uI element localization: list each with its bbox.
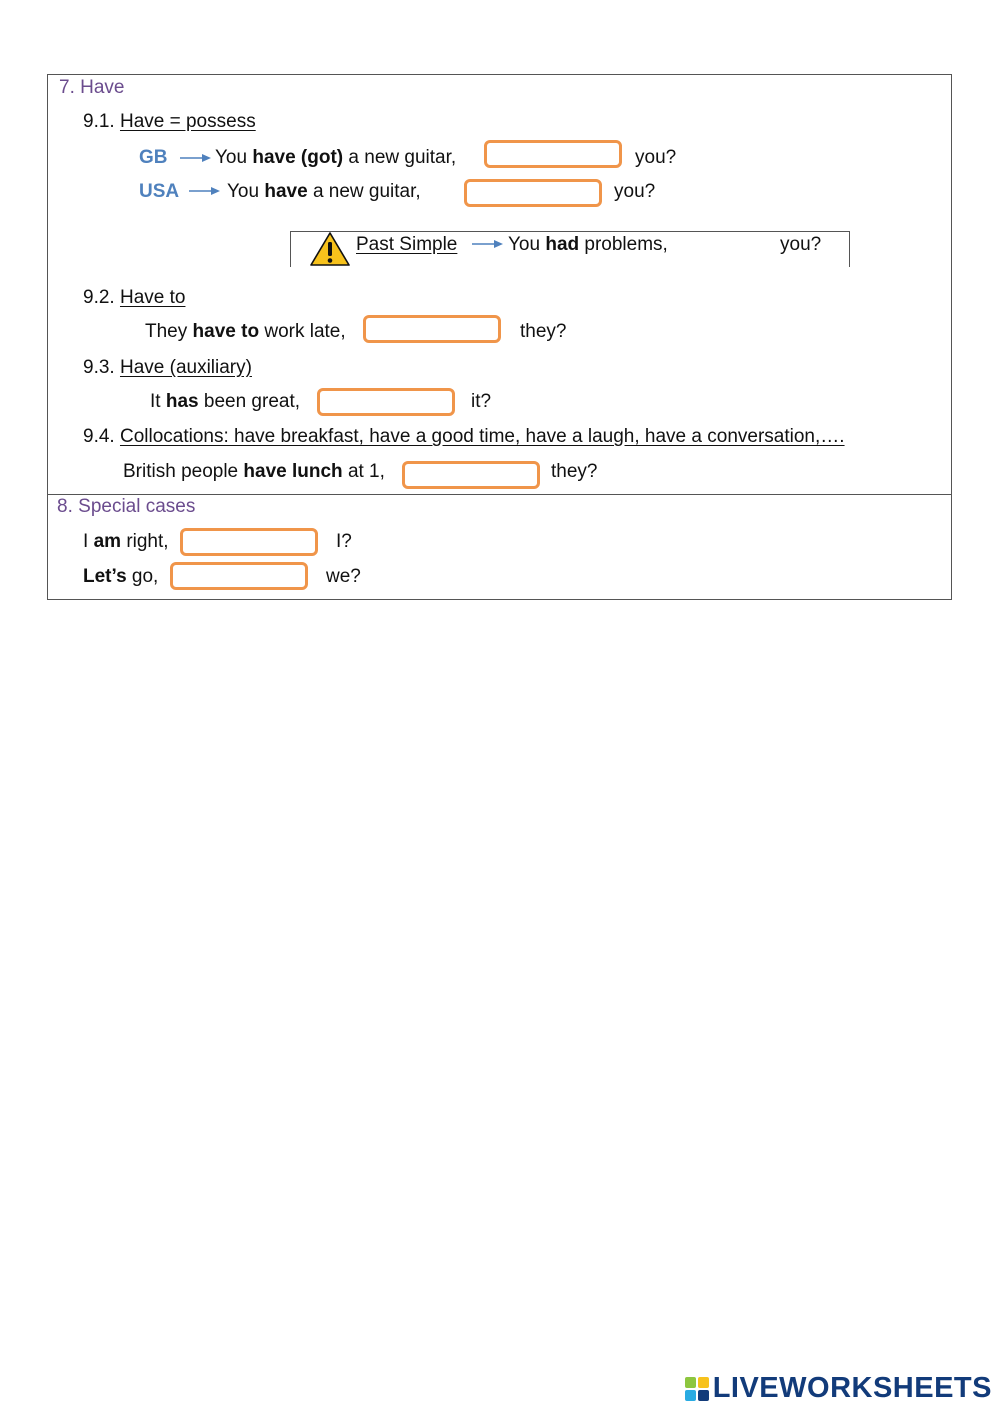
usa-end: you? — [614, 181, 656, 202]
gb-post: a new guitar, — [348, 147, 457, 168]
special-1-pre: I — [83, 531, 89, 552]
special-1-bold: am — [93, 531, 122, 552]
past-simple-label: Past Simple — [356, 234, 458, 255]
usa-tag: USA — [139, 181, 180, 202]
gb-pre: You — [215, 147, 248, 168]
section-8-title: Special cases — [78, 496, 196, 517]
past-end: you? — [780, 234, 822, 255]
subsection-9-4-heading — [83, 426, 845, 448]
special-case-2-answer-input[interactable] — [170, 562, 308, 590]
gb-end: you? — [635, 147, 677, 168]
arrow-right-icon — [472, 238, 504, 250]
have-to-bold: have to — [192, 321, 260, 342]
past-post: problems, — [584, 234, 668, 255]
subsection-9-1-number: 9.1. — [83, 111, 115, 132]
logo-mark-icon — [685, 1377, 709, 1401]
special-case-1-sentence — [83, 531, 169, 553]
auxiliary-answer-input[interactable] — [317, 388, 455, 416]
special-2-bold: Let’s — [83, 566, 127, 587]
collocation-post: at 1, — [347, 461, 385, 482]
special-1-post: right, — [126, 531, 169, 552]
have-to-pre: They — [145, 321, 188, 342]
have-to-answer-input[interactable] — [363, 315, 501, 343]
gb-bold: have (got) — [252, 147, 344, 168]
section-divider — [47, 494, 952, 495]
subsection-9-4-number: 9.4. — [83, 426, 115, 447]
have-to-end: they? — [520, 321, 567, 342]
past-bold: had — [545, 234, 580, 255]
auxiliary-end: it? — [471, 391, 492, 412]
collocation-end: they? — [551, 461, 598, 482]
collocation-bold: have lunch — [243, 461, 343, 482]
past-pre: You — [508, 234, 541, 255]
have-to-sentence — [145, 321, 346, 343]
section-7-title: Have — [80, 77, 125, 98]
subsection-9-1-title: Have = possess — [119, 111, 256, 132]
usa-answer-input[interactable] — [464, 179, 602, 207]
subsection-9-2-heading — [83, 287, 185, 309]
special-case-2-sentence — [83, 566, 158, 588]
liveworksheets-logo[interactable] — [685, 1372, 992, 1405]
special-2-post: go, — [131, 566, 159, 587]
section-7-number: 7. — [59, 77, 75, 98]
collocation-sentence — [123, 461, 385, 483]
usa-pre: You — [227, 181, 260, 202]
auxiliary-bold: has — [165, 391, 199, 412]
subsection-9-2-number: 9.2. — [83, 287, 115, 308]
warning-icon — [309, 231, 351, 267]
special-2-end: we? — [326, 566, 361, 587]
usa-bold: have — [264, 181, 308, 202]
gb-tag: GB — [139, 147, 168, 168]
past-simple-sentence — [508, 234, 668, 256]
usa-post: a new guitar, — [312, 181, 421, 202]
subsection-9-4-title: Collocations: have breakfast, have a good time, have a laugh, have a conversation,…. — [119, 426, 845, 447]
arrow-right-icon — [189, 185, 221, 197]
collocation-answer-input[interactable] — [402, 461, 540, 489]
special-case-1-answer-input[interactable] — [180, 528, 318, 556]
logo-text: LIVEWORKSHEETS — [712, 1372, 992, 1404]
special-1-end: I? — [336, 531, 352, 552]
section-7-heading — [59, 77, 125, 99]
usa-sentence — [227, 181, 421, 203]
have-to-post: work late, — [264, 321, 346, 342]
arrow-right-icon — [180, 152, 212, 164]
auxiliary-sentence — [150, 391, 300, 413]
section-8-number: 8. — [57, 496, 73, 517]
gb-answer-input[interactable] — [484, 140, 622, 168]
subsection-9-3-number: 9.3. — [83, 357, 115, 378]
subsection-9-3-title: Have (auxiliary) — [119, 357, 252, 378]
subsection-9-2-title: Have to — [119, 287, 186, 308]
collocation-pre: British people — [123, 461, 239, 482]
auxiliary-pre: It — [150, 391, 161, 412]
subsection-9-3-heading — [83, 357, 252, 379]
section-8-heading — [57, 496, 195, 518]
auxiliary-post: been great, — [203, 391, 301, 412]
subsection-9-1-heading — [83, 111, 256, 133]
gb-sentence — [215, 147, 456, 169]
